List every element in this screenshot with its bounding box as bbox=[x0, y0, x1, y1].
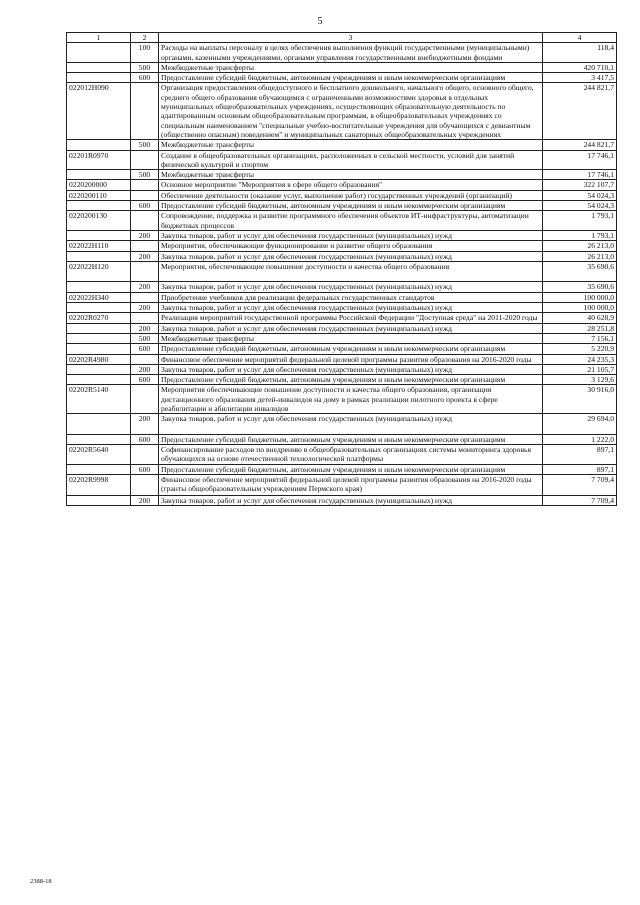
code-cell bbox=[67, 434, 131, 444]
code-cell: 02202R9998 bbox=[67, 475, 131, 496]
description-cell: Межбюджетные трансферты bbox=[159, 170, 543, 180]
code-cell bbox=[67, 495, 131, 505]
type-cell bbox=[131, 190, 159, 200]
description-cell: Мероприятия, обеспечивающие функционирование и развитие общего образования bbox=[159, 241, 543, 251]
type-cell bbox=[131, 385, 159, 414]
amount-cell: 54 024,3 bbox=[543, 190, 617, 200]
amount-cell: 3 129,6 bbox=[543, 375, 617, 385]
description-cell: Основное мероприятие "Мероприятия в сфере общего образования" bbox=[159, 180, 543, 190]
code-cell bbox=[67, 464, 131, 474]
table-row bbox=[67, 354, 617, 364]
description-cell: Закупка товаров, работ и услуг для обеспечения государственных (муниципальных) нужд bbox=[159, 230, 543, 240]
type-cell: 200 bbox=[131, 303, 159, 313]
description-cell: Финансовое обеспечение мероприятий федеральной целевой программы развития образования на 2016-2020 годы (гранты общеобразовательным учреждениям Пермского края) bbox=[159, 475, 543, 496]
table-row bbox=[67, 375, 617, 385]
type-cell bbox=[131, 313, 159, 323]
table-row bbox=[67, 150, 617, 170]
type-cell bbox=[131, 241, 159, 251]
description-cell: Реализация мероприятий государственной программы Российской Федерации "Доступная среда" на 2011-2020 годы bbox=[159, 313, 543, 323]
amount-cell: 7 709,4 bbox=[543, 495, 617, 505]
table-row bbox=[67, 364, 617, 374]
type-cell bbox=[131, 354, 159, 364]
description-cell: Предоставление субсидий бюджетным, автономным учреждениям и иным некоммерческим организациям bbox=[159, 464, 543, 474]
type-cell: 500 bbox=[131, 62, 159, 72]
table-row bbox=[67, 385, 617, 414]
code-cell: 022022Н110 bbox=[67, 241, 131, 251]
type-cell bbox=[131, 211, 159, 231]
table-row bbox=[67, 464, 617, 474]
amount-cell: 3 417,5 bbox=[543, 73, 617, 83]
description-cell: Закупка товаров, работ и услуг для обеспечения государственных (муниципальных) нужд bbox=[159, 495, 543, 505]
table-row bbox=[67, 495, 617, 505]
amount-cell: 30 916,0 bbox=[543, 385, 617, 414]
code-cell: 0220200000 bbox=[67, 180, 131, 190]
amount-cell: 1 793,1 bbox=[543, 211, 617, 231]
table-row bbox=[67, 333, 617, 343]
amount-cell: 26 213,0 bbox=[543, 251, 617, 261]
code-cell bbox=[67, 62, 131, 72]
description-cell: Предоставление субсидий бюджетным, автономным учреждениям и иным некоммерческим организациям bbox=[159, 375, 543, 385]
code-cell: 022022Н340 bbox=[67, 292, 131, 302]
description-cell: Закупка товаров, работ и услуг для обеспечения государственных (муниципальных) нужд bbox=[159, 414, 543, 435]
table-row bbox=[67, 475, 617, 496]
amount-cell: 54 024,3 bbox=[543, 201, 617, 211]
code-cell bbox=[67, 375, 131, 385]
table-row bbox=[67, 323, 617, 333]
description-cell: Создание в общеобразовательных организациях, расположенных в сельской местности, условий для занятий физической культурой и спортом bbox=[159, 150, 543, 170]
description-cell: Сопровождение, поддержка и развитие программного обеспечения объектов ИТ-инфраструктуры, автоматизации бюджетных процессов bbox=[159, 211, 543, 231]
description-cell: Предоставление субсидий бюджетным, автономным учреждениям и иным некоммерческим организациям bbox=[159, 434, 543, 444]
description-cell: Организация предоставления общедоступного и бесплатного дошкольного, начального общего, основного общего, среднего общего образования обучающимся с ограниченными возможностями здоровья в отдельных муниципальных общеобразовательных учреждениях, осуществляющих образовательную деятельность по адаптированным основным общеобразовательным программам, в общеобразовательных учреждениях со специальным наименованием "специальные учебно-воспитательные учреждения для обучающихся с девиантным (общественно опасным) поведением" и муниципальных санаторных общеобразовательных учреждениях bbox=[159, 83, 543, 140]
table-row bbox=[67, 170, 617, 180]
description-cell: Расходы на выплаты персоналу в целях обеспечения выполнения функций государственными (муниципальными) органами, казенными учреждениями, органами управления государственными внебюджетными фондами bbox=[159, 43, 543, 63]
budget-table bbox=[66, 32, 617, 506]
table-row bbox=[67, 230, 617, 240]
type-cell: 200 bbox=[131, 230, 159, 240]
type-cell: 600 bbox=[131, 375, 159, 385]
table-row bbox=[67, 414, 617, 435]
page-number: 5 bbox=[317, 16, 323, 27]
type-cell: 600 bbox=[131, 73, 159, 83]
header-cell-4: 4 bbox=[543, 33, 617, 43]
footer-mark: 2388-18 bbox=[30, 878, 52, 885]
code-cell bbox=[67, 282, 131, 292]
amount-cell: 244 821,7 bbox=[543, 83, 617, 140]
amount-cell: 897,1 bbox=[543, 445, 617, 465]
amount-cell: 100 000,0 bbox=[543, 292, 617, 302]
type-cell: 500 bbox=[131, 170, 159, 180]
amount-cell: 118,4 bbox=[543, 43, 617, 63]
amount-cell: 1 222,0 bbox=[543, 434, 617, 444]
table-row bbox=[67, 180, 617, 190]
amount-cell: 40 628,9 bbox=[543, 313, 617, 323]
amount-cell: 322 107,7 bbox=[543, 180, 617, 190]
table-row bbox=[67, 344, 617, 354]
type-cell: 200 bbox=[131, 495, 159, 505]
type-cell: 600 bbox=[131, 434, 159, 444]
table-row bbox=[67, 83, 617, 140]
code-cell bbox=[67, 170, 131, 180]
type-cell: 100 bbox=[131, 43, 159, 63]
type-cell: 200 bbox=[131, 282, 159, 292]
code-cell bbox=[67, 323, 131, 333]
amount-cell: 35 690,6 bbox=[543, 261, 617, 282]
code-cell bbox=[67, 201, 131, 211]
type-cell bbox=[131, 261, 159, 282]
table-row bbox=[67, 292, 617, 302]
amount-cell: 100 000,0 bbox=[543, 303, 617, 313]
amount-cell: 21 105,7 bbox=[543, 364, 617, 374]
type-cell: 200 bbox=[131, 414, 159, 435]
description-cell: Мероприятия обеспечивающие повышение доступности и качества общего образования, организация дистанционного образования детей-инвалидов на дому в рамках реализации пилотного проекта в сфере реабилитации и абилитации инвалидов bbox=[159, 385, 543, 414]
amount-cell: 7 156,1 bbox=[543, 333, 617, 343]
code-cell: 02201R0970 bbox=[67, 150, 131, 170]
type-cell: 200 bbox=[131, 323, 159, 333]
code-cell bbox=[67, 414, 131, 435]
amount-cell: 24 235,3 bbox=[543, 354, 617, 364]
code-cell bbox=[67, 251, 131, 261]
description-cell: Межбюджетные трансферты bbox=[159, 140, 543, 150]
code-cell: 0220200130 bbox=[67, 211, 131, 231]
header-cell-3: 3 bbox=[159, 33, 543, 43]
amount-cell: 420 710,1 bbox=[543, 62, 617, 72]
amount-cell: 17 746,1 bbox=[543, 170, 617, 180]
type-cell bbox=[131, 83, 159, 140]
table-row bbox=[67, 201, 617, 211]
table-row bbox=[67, 282, 617, 292]
table-header-row bbox=[67, 33, 617, 43]
description-cell: Межбюджетные трансферты bbox=[159, 62, 543, 72]
amount-cell: 26 213,0 bbox=[543, 241, 617, 251]
code-cell bbox=[67, 43, 131, 63]
type-cell: 500 bbox=[131, 140, 159, 150]
code-cell: 0220200110 bbox=[67, 190, 131, 200]
code-cell bbox=[67, 333, 131, 343]
code-cell: 022012Н090 bbox=[67, 83, 131, 140]
table-row bbox=[67, 313, 617, 323]
code-cell: 022022Н120 bbox=[67, 261, 131, 282]
description-cell: Закупка товаров, работ и услуг для обеспечения государственных (муниципальных) нужд bbox=[159, 303, 543, 313]
type-cell: 600 bbox=[131, 201, 159, 211]
code-cell bbox=[67, 364, 131, 374]
description-cell: Закупка товаров, работ и услуг для обеспечения государственных (муниципальных) нужд bbox=[159, 251, 543, 261]
type-cell bbox=[131, 445, 159, 465]
table-row bbox=[67, 251, 617, 261]
code-cell bbox=[67, 344, 131, 354]
header-cell-1: 1 bbox=[67, 33, 131, 43]
amount-cell: 897,1 bbox=[543, 464, 617, 474]
type-cell: 500 bbox=[131, 333, 159, 343]
table-body bbox=[67, 43, 617, 506]
description-cell: Софинансирование расходов по внедрению в общеобразовательных организациях системы мониторинга здоровья обучающихся на основе отечественной технологической платформы bbox=[159, 445, 543, 465]
table-row bbox=[67, 190, 617, 200]
code-cell bbox=[67, 230, 131, 240]
amount-cell: 35 690,6 bbox=[543, 282, 617, 292]
type-cell bbox=[131, 475, 159, 496]
table-row bbox=[67, 261, 617, 282]
table-row bbox=[67, 445, 617, 465]
type-cell: 200 bbox=[131, 251, 159, 261]
code-cell: 02202R5640 bbox=[67, 445, 131, 465]
table-row bbox=[67, 241, 617, 251]
description-cell: Закупка товаров, работ и услуг для обеспечения государственных (муниципальных) нужд bbox=[159, 364, 543, 374]
code-cell: 02202R5140 bbox=[67, 385, 131, 414]
description-cell: Закупка товаров, работ и услуг для обеспечения государственных (муниципальных) нужд bbox=[159, 323, 543, 333]
amount-cell: 244 821,7 bbox=[543, 140, 617, 150]
table-row bbox=[67, 211, 617, 231]
header-cell-2: 2 bbox=[131, 33, 159, 43]
table-row bbox=[67, 62, 617, 72]
table-row bbox=[67, 434, 617, 444]
code-cell bbox=[67, 73, 131, 83]
description-cell: Финансовое обеспечение мероприятий федеральной целевой программы развития образования на 2016-2020 годы bbox=[159, 354, 543, 364]
type-cell: 600 bbox=[131, 464, 159, 474]
description-cell: Предоставление субсидий бюджетным, автономным учреждениям и иным некоммерческим организациям bbox=[159, 73, 543, 83]
amount-cell: 7 709,4 bbox=[543, 475, 617, 496]
table-row bbox=[67, 73, 617, 83]
amount-cell: 29 694,0 bbox=[543, 414, 617, 435]
description-cell: Предоставление субсидий бюджетным, автономным учреждениям и иным некоммерческим организациям bbox=[159, 201, 543, 211]
amount-cell: 5 220,9 bbox=[543, 344, 617, 354]
amount-cell: 17 746,1 bbox=[543, 150, 617, 170]
code-cell: 02202R0270 bbox=[67, 313, 131, 323]
amount-cell: 1 793,1 bbox=[543, 230, 617, 240]
code-cell bbox=[67, 140, 131, 150]
type-cell: 200 bbox=[131, 364, 159, 374]
type-cell bbox=[131, 292, 159, 302]
table-row bbox=[67, 140, 617, 150]
type-cell bbox=[131, 180, 159, 190]
description-cell: Мероприятия, обеспечивающие повышение доступности и качества общего образования bbox=[159, 261, 543, 282]
code-cell bbox=[67, 303, 131, 313]
table-row bbox=[67, 303, 617, 313]
type-cell: 600 bbox=[131, 344, 159, 354]
type-cell bbox=[131, 150, 159, 170]
description-cell: Предоставление субсидий бюджетным, автономным учреждениям и иным некоммерческим организациям bbox=[159, 344, 543, 354]
table-row bbox=[67, 43, 617, 63]
code-cell: 02202R4980 bbox=[67, 354, 131, 364]
description-cell: Закупка товаров, работ и услуг для обеспечения государственных (муниципальных) нужд bbox=[159, 282, 543, 292]
description-cell: Межбюджетные трансферты bbox=[159, 333, 543, 343]
description-cell: Приобретение учебников для реализации федеральных государственных стандартов bbox=[159, 292, 543, 302]
amount-cell: 28 251,8 bbox=[543, 323, 617, 333]
description-cell: Обеспечение деятельности (оказание услуг, выполнение работ) государственных учреждений (организаций) bbox=[159, 190, 543, 200]
